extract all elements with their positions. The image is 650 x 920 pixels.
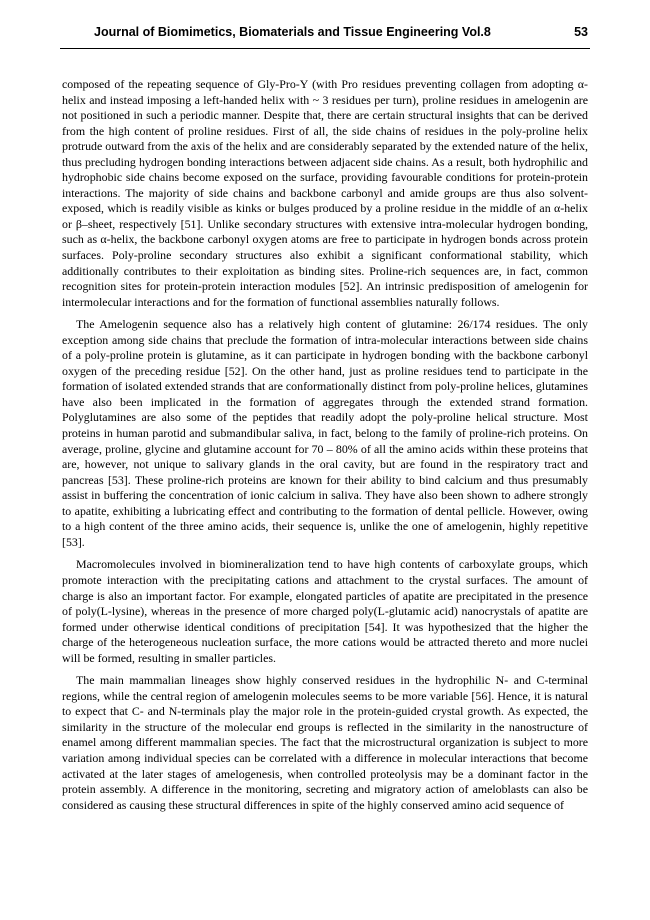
paragraph-3: Macromolecules involved in biomineralization tend to have high contents of carboxylate groups, which promote interaction with the precipitating cations and attachment to the crystal surfaces. The amount of charge is also an important factor. For example, elongated particles of apatite are precipitated in the presence of poly(L-lysine), whereas in the presence of more charged poly(L-glutamic acid) nanocrystals of apatite are formed under otherwise identical conditions of precipitation [54]. It was hypothesized that the higher the charge of the heterogeneous nucleation surface, the more cations would be attracted thereto and more nuclei will be formed, resulting in smaller particles. <box>62 557 588 665</box>
paragraph-1: composed of the repeating sequence of Gly-Pro-Y (with Pro residues preventing collagen from adopting α-helix and instead imposing a left-handed helix with ~ 3 residues per turn), proline residues in amelogenin are not positioned in such a periodic manner. Despite that, there are certain structural insights that can be derived from the high content of proline residues. First of all, the side chains of residues in the poly-proline helix protrude outward from the axis of the helix and are considerably separated by the extended nature of the helix, thus precluding hydrogen bonding interactions between adjacent side chains. As a result, both hydrophilic and hydrophobic side chains become exposed on the surface, providing favourable conditions for protein-protein interactions. The majority of side chains and backbone carbonyl and amide groups are thus also solvent-exposed, which is readily visible as kinks or bulges produced by a proline residue in the middle of an α-helix or β–sheet, respectively [51]. Unlike secondary structures with extensive intra-molecular hydrogen bonding, such as α-helix, the backbone carbonyl oxygen atoms are free to participate in hydrogen bonds across protein surfaces. Poly-proline secondary structures also exhibit a significant conformational stability, which additionally contributes to their exploitation as binding sites. Proline-rich sequences are, in fact, common recognition sites for protein-protein interaction modules [52]. An intrinsic predisposition of amelogenin for intermolecular interactions and for the formation of functional assemblies naturally follows. <box>62 77 588 309</box>
body-text <box>62 77 588 820</box>
page-number: 53 <box>574 25 588 39</box>
running-header <box>60 22 590 49</box>
paragraph-4: The main mammalian lineages show highly conserved residues in the hydrophilic N- and C-terminal regions, while the central region of amelogenin molecules seems to be more variable [56]. Hence, it is natural to expect that C- and N-terminals play the major role in the protein-guided crystal growth. As expected, the similarity in the structure of the molecular end groups is reflected in the similarity in the nanostructure of enamel among different mammalian species. The fact that the microstructural organization is subject to more variation among individual species can be correlated with a difference in molecular interactions that become activated at the later stages of amelogenesis, when controlled proteolysis may be a dominant factor in the protein assembly. A difference in the monitoring, secreting and migratory action of ameloblasts can also be considered as causing these structural differences in spite of the highly conserved amino acid sequence of <box>62 673 588 812</box>
paragraph-2: The Amelogenin sequence also has a relatively high content of glutamine: 26/174 residues. The only exception among side chains that preclude the formation of intra-molecular interactions between side chains of a poly-proline protein is glutamine, as it can participate in hydrogen bonding with the backbone carbonyl oxygen of the preceding residue [52]. On the other hand, just as proline residues tend to participate in the formation of isolated extended strands that are conformationally distinct from poly-proline helices, glutamines have also been implicated in the formation of aggregates through the extended strand formation. Polyglutamines are also some of the peptides that readily adopt the poly-proline helical structure. Most proteins in human parotid and submandibular saliva, in fact, belong to the family of proline-rich proteins. On average, proline, glycine and glutamine account for 70 – 80% of all the amino acids within these proteins that are, however, not unique to salivary glands in the oral cavity, but are found in the respiratory tract and pancreas [53]. These proline-rich proteins are known for their ability to bind calcium and thus presumably assist in buffering the concentration of ionic calcium in saliva. They have also been shown to adhere strongly to apatite, exhibiting a lubricating effect and contributing to the formation of dental pellicle. However, owing to a high content of the three amino acids, their sequence is, unlike the one of amelogenin, highly repetitive [53]. <box>62 317 588 549</box>
journal-title: Journal of Biomimetics, Biomaterials and Tissue Engineering Vol.8 <box>94 25 491 39</box>
